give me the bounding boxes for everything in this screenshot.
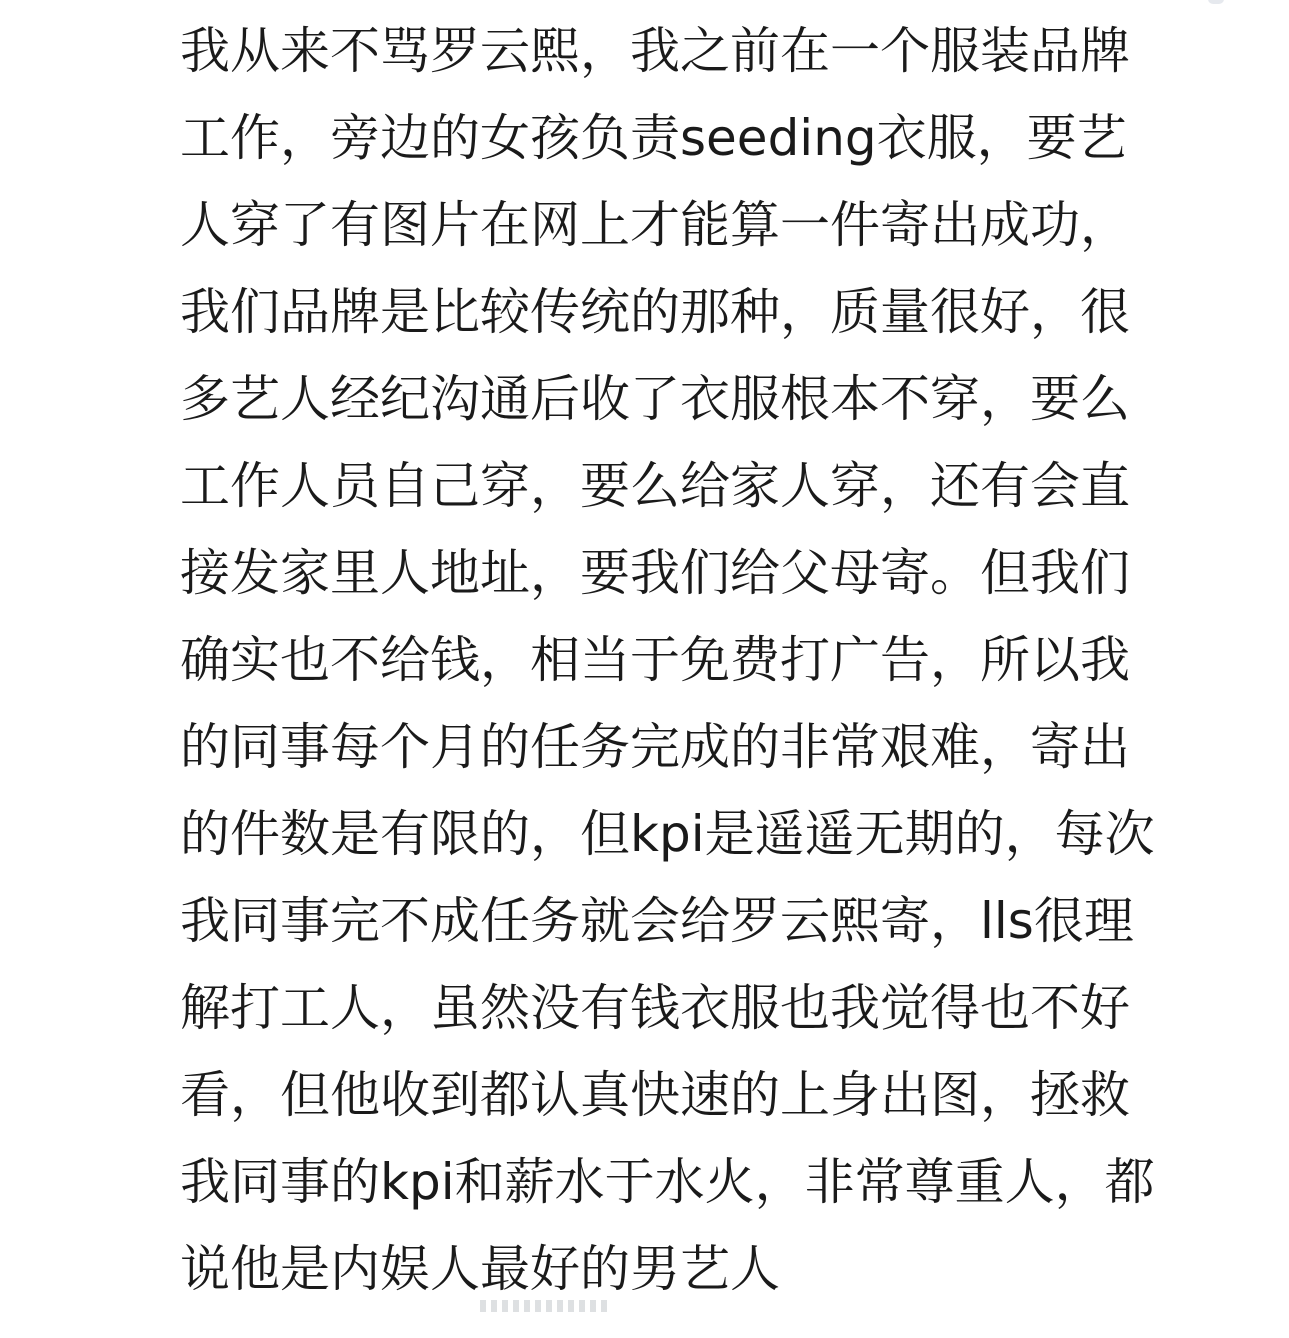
- text-line-12: 解打工人，虽然没有钱衣服也我觉得也不好: [180, 979, 1130, 1037]
- text-line-7: 接发家里人地址，要我们给父母寄。但我们: [180, 544, 1130, 602]
- scroll-indicator: [1208, 0, 1224, 4]
- text-line-5: 多艺人经纪沟通后收了衣服根本不穿，要么: [180, 370, 1130, 428]
- text-line-14: 我同事的kpi和薪水于水火，非常尊重人，都: [180, 1153, 1155, 1211]
- text-line-4: 我们品牌是比较传统的那种，质量很好，很: [180, 283, 1130, 341]
- post-text-body: [180, 16, 1260, 1321]
- text-line-6: 工作人员自己穿，要么给家人穿，还有会直: [180, 457, 1130, 515]
- text-line-8: 确实也不给钱，相当于免费打广告，所以我: [180, 631, 1130, 689]
- text-line-2: 工作，旁边的女孩负责seeding衣服，要艺: [180, 109, 1127, 167]
- text-line-15: 说他是内娱人最好的男艺人: [180, 1240, 780, 1298]
- text-line-13: 看，但他收到都认真快速的上身出图，拯救: [180, 1066, 1130, 1124]
- text-line-3: 人穿了有图片在网上才能算一件寄出成功，: [180, 196, 1130, 254]
- text-line-1: 我从来不骂罗云熙，我之前在一个服装品牌: [180, 22, 1130, 80]
- text-line-9: 的同事每个月的任务完成的非常艰难，寄出: [180, 718, 1130, 776]
- text-line-10: 的件数是有限的，但kpi是遥遥无期的，每次: [180, 805, 1155, 863]
- watermark: [480, 1300, 610, 1312]
- text-line-11: 我同事完不成任务就会给罗云熙寄，lls很理: [180, 892, 1134, 950]
